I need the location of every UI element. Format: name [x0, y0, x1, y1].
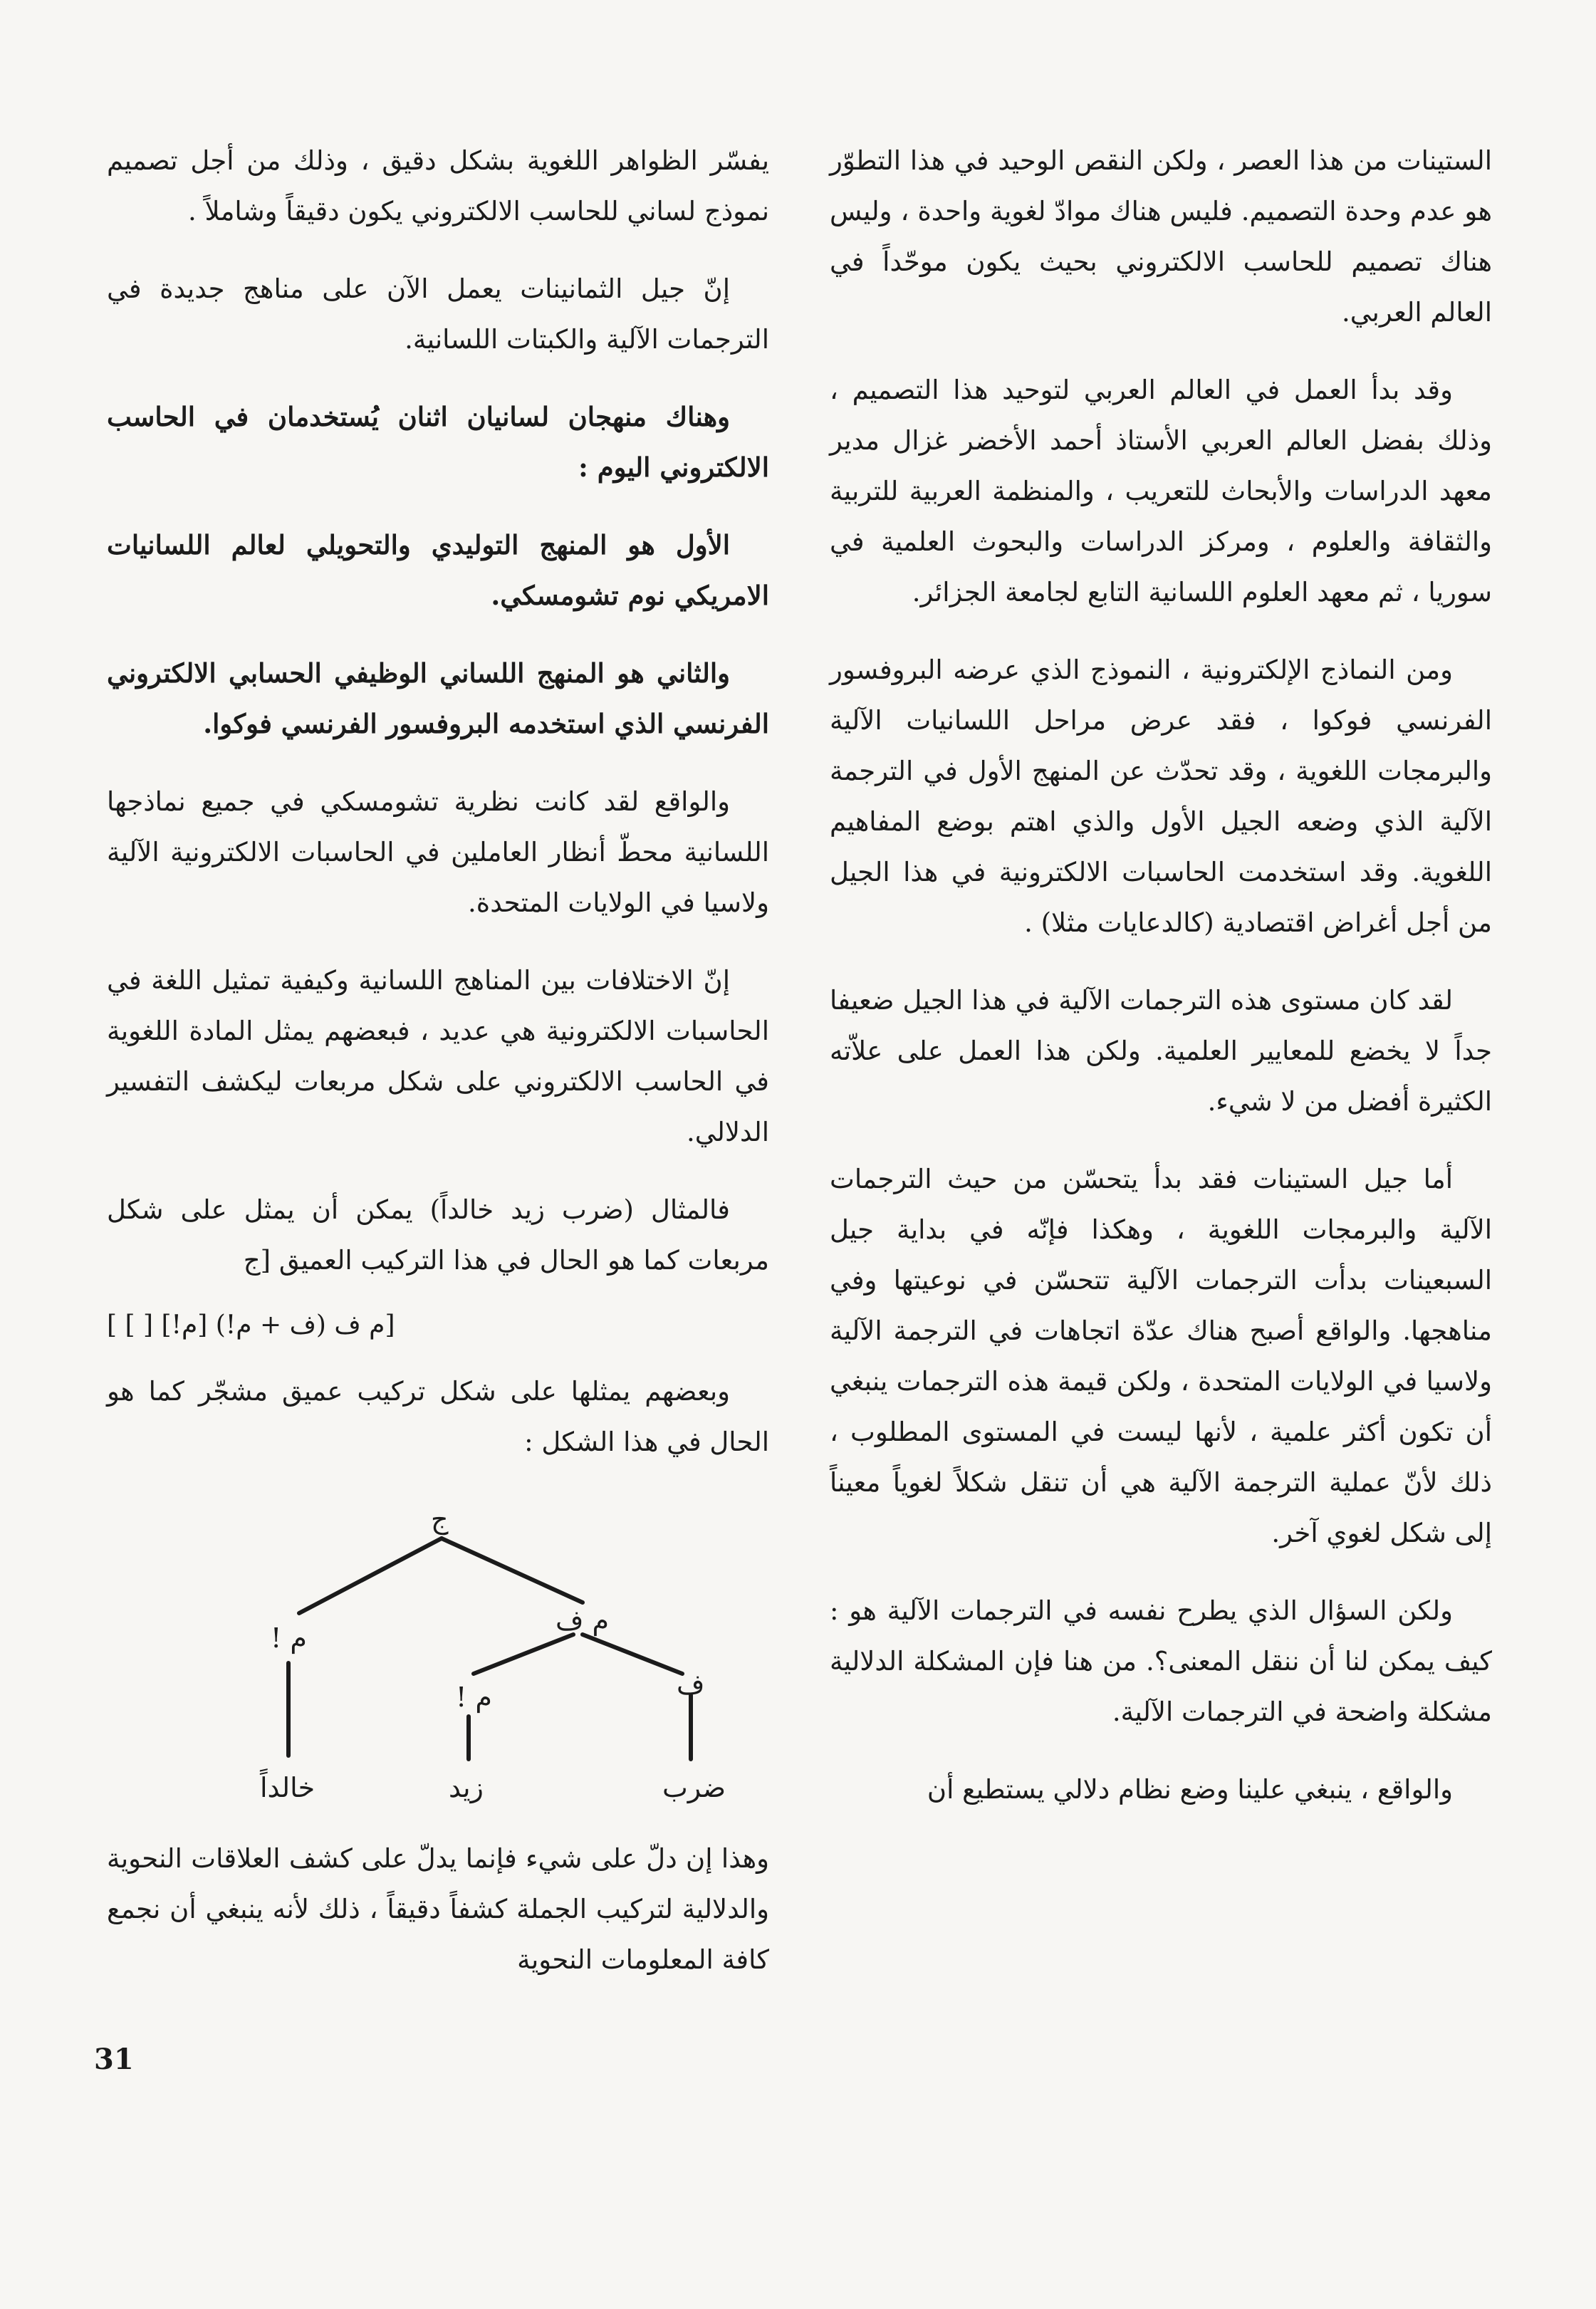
- paragraph-tree-conclusion: وهذا إن دلّ على شيء فإنما يدلّ على كشف العلاقات النحوية والدلالية لتركيب الجملة كشفاً دقيقاً ، ذلك لأنه ينبغي أن نجمع كافة المعلومات النحوية: [107, 1843, 769, 1975]
- tree-leaf-zayd: زيد: [449, 1772, 484, 1803]
- tree-node-mf: م ف: [556, 1605, 609, 1636]
- paragraph-unification-work: وقد بدأ العمل في العالم العربي لتوحيد هذا التصميم ، وذلك بفضل العالم العربي الأستاذ أحمد الأخضر غزال مدير معهد الدراسات والأبحاث للتعريب ، والمنظمة العربية للتربية والثقافة والعلوم ، ومركز الدراسات والبحوث العلمية في سوريا ، ثم معهد العلوم اللسانية التابع لجامعة الجزائر.: [830, 375, 1492, 608]
- paragraph-example-sentence: فالمثال (ضرب زيد خالداً) يمكن أن يمثل على شكل مربعات كما هو الحال في هذا التركيب العميق [ج: [107, 1194, 769, 1276]
- paragraph-first-method: الأول هو المنهج التوليدي والتحويلي لعالم اللسانيات الامريكي نوم تشومسكي.: [107, 529, 769, 611]
- tree-leaf-daraba: ضرب: [662, 1772, 726, 1803]
- paragraph-translation-level: لقد كان مستوى هذه الترجمات الآلية في هذا الجيل ضعيفا جداً لا يخضع للمعايير العلمية. ولكن هذا العمل على علاّته الكثيرة أفضل من لا شيء.: [830, 985, 1492, 1117]
- tree-node-m1: م !: [271, 1622, 307, 1654]
- paragraph-two-methods: وهناك منهجان لسانيان اثنان يُستخدمان في الحاسب الالكتروني اليوم :: [107, 401, 769, 483]
- paragraph-second-method: والثاني هو المنهج اللساني الوظيفي الحسابي الالكتروني الفرنسي الذي استخدمه البروفسور الفرنسي فوكوا.: [107, 657, 769, 739]
- paragraph-sixties-design: الستينات من هذا العصر ، ولكن النقص الوحيد في هذا التطوّر هو عدم وحدة التصميم. فليس هناك موادّ لغوية واحدة ، وليس هناك تصميم للحاسب الالكتروني بحيث يكون موحّداً في العالم العربي.: [830, 145, 1492, 328]
- tree-node-root: ج: [431, 1503, 449, 1535]
- paragraph-chomsky-theory: والواقع لقد كانت نظرية تشومسكي في جميع نماذجها اللسانية محطّ أنظار العاملين في الحاسبات الالكترونية الآلية ولاسيا في الولايات المتحدة.: [107, 786, 769, 918]
- edge-root-to-mf: [442, 1538, 583, 1602]
- paragraph-semantic-system: والواقع ، ينبغي علينا وضع نظام دلالي يستطيع أن: [927, 1774, 1453, 1805]
- paragraph-eighties: إنّ جيل الثمانينات يعمل الآن على مناهج جديدة في الترجمات الآلية والكبتات اللسانية.: [107, 273, 769, 355]
- page-number: 31: [94, 2043, 134, 2076]
- paragraph-fouqua-model: ومن النماذج الإلكترونية ، النموذج الذي عرضه البروفسور الفرنسي فوكوا ، فقد عرض مراحل اللسانيات الآلية والبرمجات اللغوية ، وقد تحدّث عن المنهج الأول في الترجمة الآلية الذي وضعه الجيل الأول والذي اهتم بوضع المفاهيم اللغوية. وقد استخدمت الحاسبات الالكترونية في هذا الجيل من أجل أغراض اقتصادية (كالدعايات مثلا) .: [830, 655, 1492, 938]
- paragraph-meaning-question: ولكن السؤال الذي يطرح نفسه في الترجمات الآلية هو : كيف يمكن لنا أن ننقل المعنى؟. من هنا فإن المشكلة الدلالية مشكلة واضحة في الترجمات الآلية.: [830, 1595, 1492, 1727]
- left-column: [107, 135, 769, 2012]
- syntax-tree-diagram: [107, 1481, 769, 1816]
- tree-node-f: ف: [677, 1669, 705, 1700]
- paragraph-sixties-generation: أما جيل الستينات فقد بدأ يتحسّن من حيث الترجمات الآلية والبرمجات اللغوية ، وهكذا فإنّه في بداية جيل السبعينات بدأت الترجمات الآلية تتحسّن في نوعيتها وفي مناهجها. والواقع أصبح هناك عدّة اتجاهات في الترجمة الآلية ولاسيا في الولايات المتحدة ، ولكن قيمة هذه الترجمات ينبغي أن تكون أكثر علمية ، لأنها ليست في المستوى المطلوب ، ذلك لأنّ عملية الترجمة الآلية هي أن تنقل شكلاً لغوياً معيناً إلى شكل لغوي آخر.: [830, 1164, 1492, 1548]
- tree-node-m2: م !: [456, 1682, 492, 1713]
- right-column: [830, 135, 1492, 1842]
- paragraph-tree-intro: وبعضهم يمثلها على شكل تركيب عميق مشجّر كما هو الحال في هذا الشكل :: [107, 1376, 769, 1457]
- paragraph-precise-model: يفسّر الظواهر اللغوية بشكل دقيق ، وذلك من أجل تصميم نموذج لساني للحاسب الالكتروني يكون دقيقاً وشاملاً .: [107, 145, 769, 226]
- edge-root-to-m1: [299, 1538, 442, 1613]
- tree-leaf-khalidan: خالداً: [260, 1772, 315, 1803]
- paragraph-representation-differences: إنّ الاختلافات بين المناهج اللسانية وكيفية تمثيل اللغة في الحاسبات الالكترونية هي عديد ، فبعضهم يمثل المادة اللغوية في الحاسب الالكتروني على شكل مربعات ليكشف التفسير الدلالي.: [107, 965, 769, 1147]
- deep-structure-formula: [م ف (ف + م!) [م!] [ ] ]: [107, 1310, 395, 1340]
